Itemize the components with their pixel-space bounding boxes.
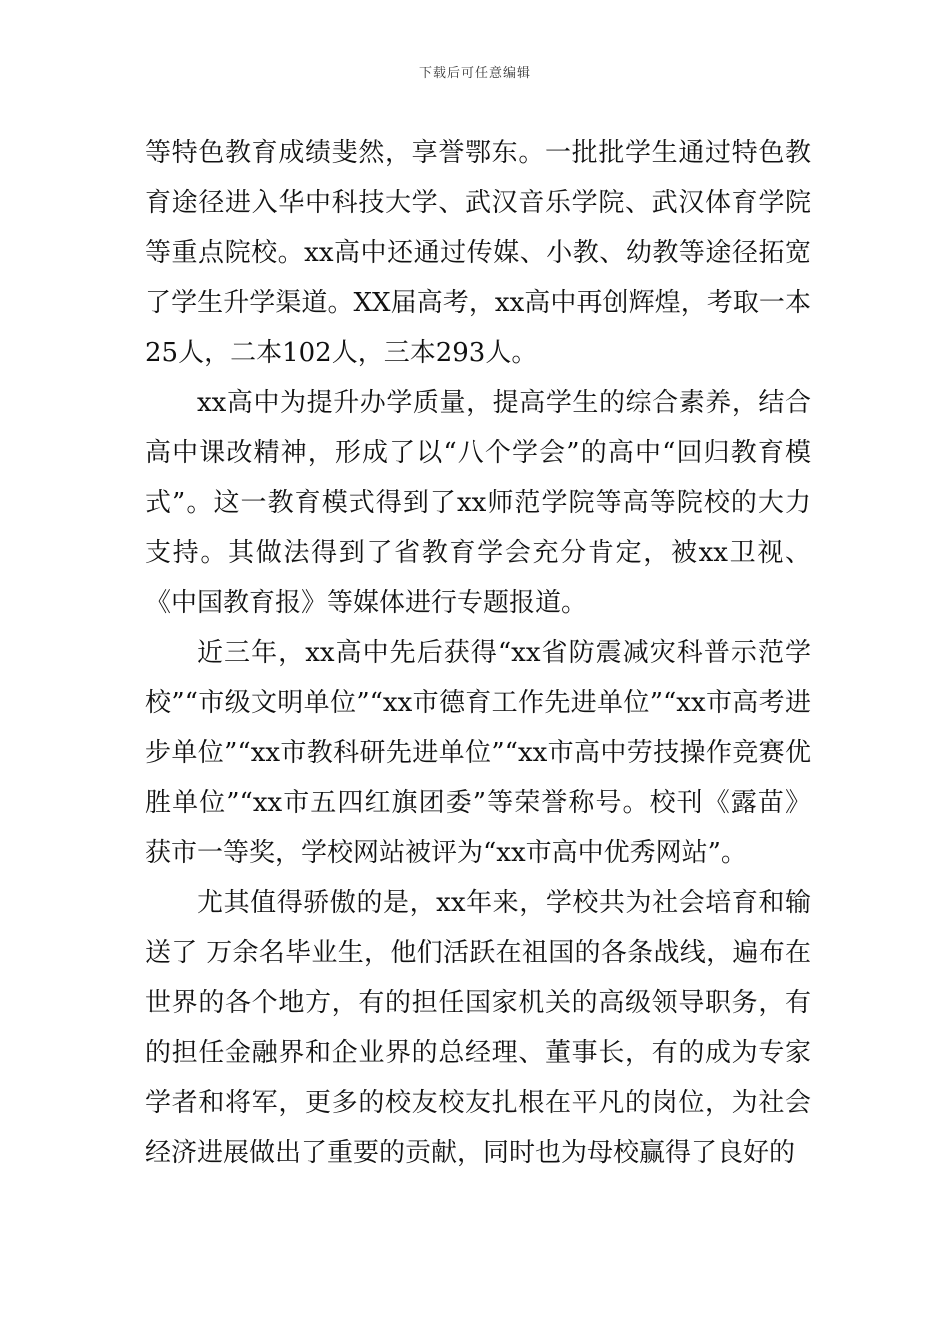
paragraph-1: 等特色教育成绩斐然，享誉鄂东。一批批学生通过特色教育途径进入华中科技大学、武汉音乐学院、武汉体育学院等重点院校。xx高中还通过传媒、小教、幼教等途径拓宽了学生升学渠道。XX届高考，xx高中再创辉煌，考取一本25人，二本102人，三本293人。 bbox=[145, 138, 811, 368]
paragraph-2: xx高中为提升办学质量，提高学生的综合素养，结合高中课改精神，形成了以“八个学会”的高中“回归教育模式”。这一教育模式得到了xx师范学院等高等院校的大力支持。其做法得到了省教育学会充分肯定，被xx卫视、《中国教育报》等媒体进行专题报道。 bbox=[145, 388, 811, 618]
page-header: 下载后可任意编辑 bbox=[418, 66, 531, 81]
paragraph-4: 尤其值得骄傲的是，xx年来，学校共为社会培育和输送了 万余名毕业生，他们活跃在祖国的各条战线，遍布在世界的各个地方，有的担任国家机关的高级领导职务，有的担任金融界和企业界的总经理、董事长，有的成为专家学者和将军，更多的校友校友扎根在平凡的岗位，为社会经济进展做出了重要的贡献，同时也为母校赢得了良好的 bbox=[145, 888, 811, 1168]
paragraph-3: 近三年，xx高中先后获得“xx省防震减灾科普示范学校”“市级文明单位”“xx市德育工作先进单位”“xx市高考进步单位”“xx市教科研先进单位”“xx市高中劳技操作竞赛优胜单位”“xx市五四红旗团委”等荣誉称号。校刊《露苗》获市一等奖，学校网站被评为“xx市高中优秀网站”。 bbox=[145, 638, 811, 868]
document-body bbox=[145, 128, 811, 1178]
